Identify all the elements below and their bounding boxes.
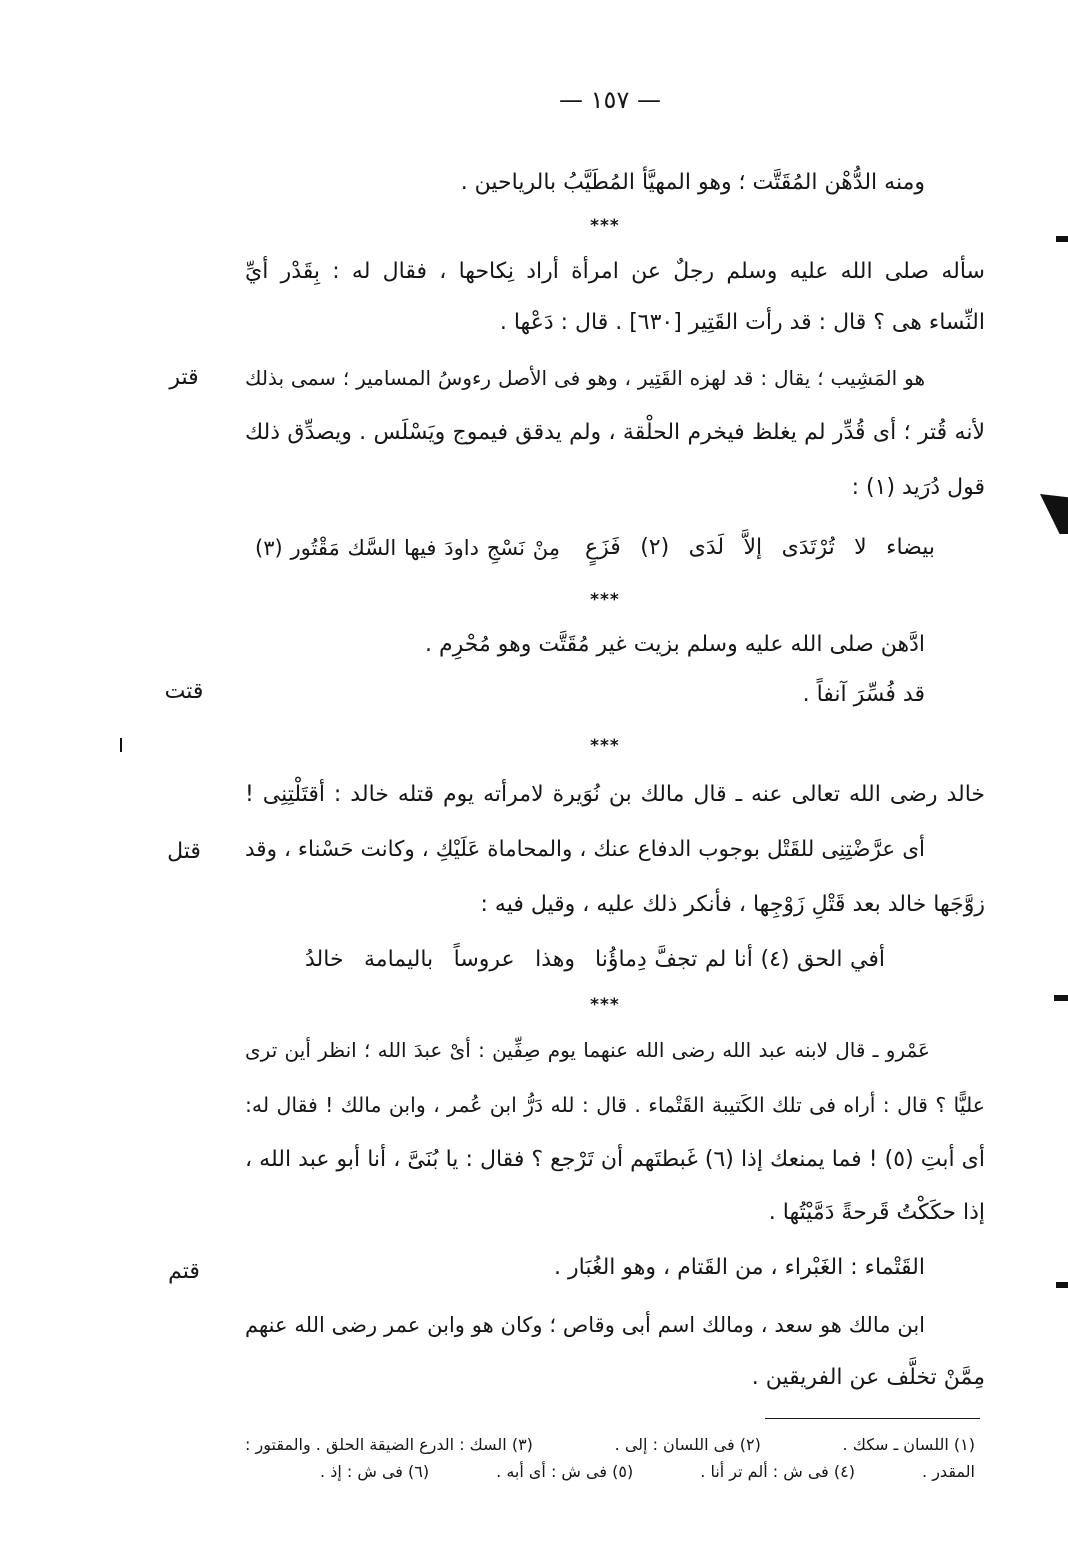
page-number: — ١٥٧ — bbox=[559, 86, 661, 114]
text-line: قول دُرَيد (١) : bbox=[851, 475, 985, 500]
text-line: زوَّجَها خالد بعد قَتْلِ زَوْجِها ، فأنكر ذلك عليه ، وقيل فيه : bbox=[480, 892, 985, 917]
verse-second-hemistich: مِنْ نَسْجِ داودَ فيها السَّك مَقْتُور (٣) bbox=[255, 536, 560, 560]
margin-root-word: قتر bbox=[169, 365, 199, 390]
margin-root-word: قتل bbox=[167, 839, 201, 864]
footnote: (٤) فى ش : ألم تر أنا . bbox=[700, 1462, 855, 1481]
footnote: المقدر . bbox=[922, 1462, 975, 1481]
scan-mark bbox=[1056, 236, 1068, 242]
text-line: ومنه الدُّهْن المُقَتَّت ؛ وهو المهيَّأ المُطَيَّبُ بالرياحين . bbox=[460, 170, 925, 195]
footnote: (٥) فى ش : أى أبه . bbox=[496, 1462, 634, 1481]
scan-mark bbox=[1056, 1282, 1068, 1288]
footnote: (١) اللسان ـ سكك . bbox=[842, 1435, 975, 1454]
verse-first-hemistich: أفي الحق (٤) أنا لم تجفَّ دِماؤُنا bbox=[595, 947, 885, 972]
scan-mark bbox=[1040, 494, 1068, 534]
text-line: هو المَشِيب ؛ يقال : قد لهزه القَتِير ، وهو فى الأصل رءوسُ المسامير ؛ سمى بذلك bbox=[245, 366, 925, 390]
text-line: قد فُسِّرَ آنفاً . bbox=[802, 682, 925, 707]
text-line: سأله صلى الله عليه وسلم رجلٌ عن امرأة أراد نِكاحها ، فقال له : بِقَدْر أيِّ bbox=[245, 259, 985, 284]
footnote-line bbox=[245, 1432, 975, 1458]
text-line: ادَّهن صلى الله عليه وسلم بزيت غير مُقَتَّت وهو مُحْرِم . bbox=[425, 632, 925, 657]
text-line: النِّساء هى ؟ قال : قد رأت القَتِير [٦٣٠] . قال : دَعْها . bbox=[499, 310, 985, 335]
text-line: خالد رضى الله تعالى عنه ـ قال مالك بن نُوَيرة لامرأته يوم قتله خالد : أقتَلْتِنِى ! bbox=[245, 782, 985, 807]
text-line: لأنه قُتر ؛ أى قُدِّر لم يغلظ فيخرم الحلْقة ، ولم يدقق فيموج ويَسْلَس . ويصدِّق ذلك bbox=[245, 420, 985, 445]
text-line: ابن مالك هو سعد ، ومالك اسم أبى وقاص ؛ وكان هو وابن عمر رضى الله عنهم bbox=[245, 1313, 925, 1337]
margin-root-word: قتم bbox=[168, 1259, 200, 1284]
text-line: أى عرَّضْتِنِى للقَتْل بوجوب الدفاع عنك ، والمحاماة عَلَيْكِ ، وكانت حَسْناء ، وقد bbox=[245, 837, 925, 862]
scan-mark bbox=[120, 738, 122, 752]
text-line: عَمْرو ـ قال لابنه عبد الله رضى الله عنهما يوم صِفِّين : أىْ عبدَ الله ؛ انظر أين ترى bbox=[245, 1038, 930, 1062]
verse-first-hemistich: بيضاء لا تُرْتَدَى إلاَّ لَدَى (٢) فَزَعٍ bbox=[585, 535, 935, 560]
footnote-line bbox=[320, 1459, 975, 1485]
text-line: إذا حكَكْتُ قَرحةً دَمَّيْتُها . bbox=[768, 1200, 985, 1225]
text-line: القَتْماء : الغَبْراء ، من القَتام ، وهو الغُبَار . bbox=[554, 1255, 925, 1280]
text-line: مِمَّنْ تخلَّف عن الفريقين . bbox=[751, 1365, 985, 1390]
text-line: عليًّا ؟ قال : أراه فى تلك الكَتيبة القَتْماء . قال : لله دَرُّ ابن عُمر ، وابن مالك ! فقال له: bbox=[245, 1093, 985, 1117]
footnote: (٢) فى اللسان : إلى . bbox=[614, 1435, 761, 1454]
section-separator: *** bbox=[590, 995, 620, 1015]
section-separator: *** bbox=[590, 590, 620, 610]
footnote: (٣) السك : الدرع الضيقة الحلق . والمقتور : bbox=[245, 1435, 533, 1454]
footnote: (٦) فى ش : إذ . bbox=[320, 1462, 430, 1481]
section-separator: *** bbox=[590, 736, 620, 756]
scan-mark bbox=[1054, 995, 1068, 1001]
footnote-rule bbox=[765, 1418, 980, 1419]
margin-root-word: قتت bbox=[164, 679, 204, 704]
text-line: أى أبتِ (٥) ! فما يمنعك إذا (٦) غَبطتَهم أن تَرْجع ؟ فقال : يا بُنَىَّ ، أنا أبو عبد الله ، bbox=[245, 1147, 985, 1172]
section-separator: *** bbox=[590, 216, 620, 236]
verse-second-hemistich: وهذا عروساً باليمامة خالدُ bbox=[305, 947, 575, 972]
